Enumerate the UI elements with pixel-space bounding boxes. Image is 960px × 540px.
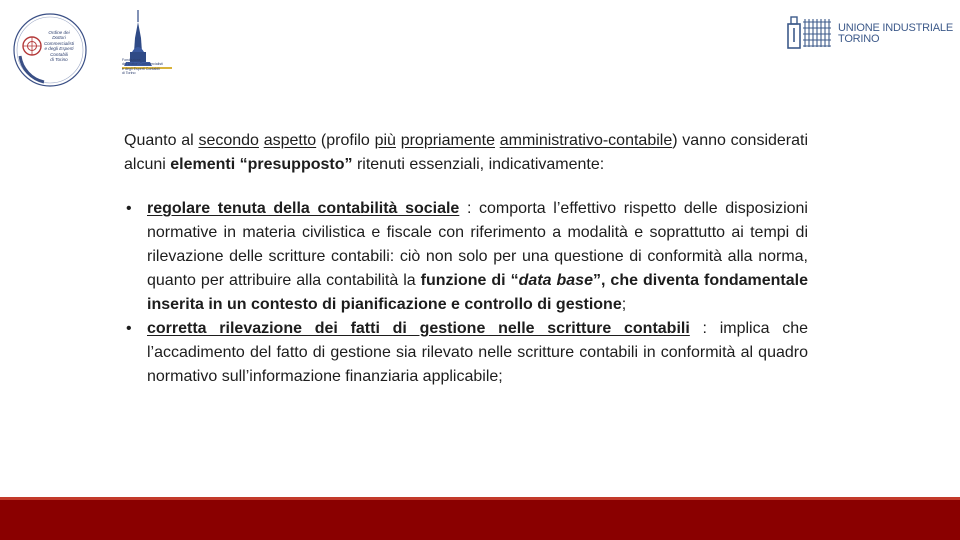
intro-underlined: secondo bbox=[198, 132, 259, 149]
foundation-line-1: Fondazione bbox=[122, 58, 141, 62]
list-item-bold-italic: data base bbox=[518, 272, 593, 289]
list-item-title: regolare tenuta della contabilità sociale bbox=[147, 200, 460, 217]
list-item-bold: funzione di “ bbox=[420, 272, 519, 289]
intro-text: ritenuti essenziali, indicativamente: bbox=[352, 156, 605, 173]
bullet-icon: • bbox=[126, 320, 132, 337]
intro-underlined: propriamente bbox=[400, 132, 495, 149]
unione-industriale-wordmark bbox=[838, 23, 953, 45]
footer-bar bbox=[0, 500, 960, 540]
odcec-line-3: e degli Esperti Contabili bbox=[44, 46, 74, 57]
unione-industriale-city: TORINO bbox=[838, 33, 880, 45]
list-item-text: ; bbox=[621, 296, 627, 313]
bullet-list bbox=[124, 197, 808, 389]
list-item-bold: ”, che diventa fondamentale inserita in un contesto di pianificazione e controllo di gestione bbox=[147, 272, 809, 313]
intro-bold: elementi “presupposto” bbox=[170, 156, 353, 173]
list-item-text: : implica che l’accadimento del fatto di gestione sia rilevato nelle scritture contabili in conformità al quadro normativo sull’informazione finanziaria applicabile; bbox=[147, 320, 808, 385]
odcec-line-2: Dottori Commercialisti bbox=[43, 35, 75, 46]
unione-industriale-emblem-icon bbox=[786, 14, 834, 50]
list-item-text: : comporta l’effettivo rispetto delle disposizioni normative in materia civilistica e fiscale con riferimento a modalità e soprattutto ai tempi di rilevazione delle scritture contabili: ciò non solo per una questione di conformità alla norma, quanto per attribuire alla contabilità la bbox=[147, 200, 808, 289]
foundation-line-2: dei Dottori Commercialisti bbox=[122, 62, 163, 67]
foundation-logo-text bbox=[122, 58, 177, 76]
intro-text: Quanto al bbox=[124, 132, 199, 149]
unione-industriale-name: UNIONE INDUSTRIALE bbox=[838, 22, 953, 34]
intro-underlined: amministrativo-contabile bbox=[499, 132, 673, 149]
foundation-line-4: di Torino bbox=[122, 71, 136, 76]
foundation-logo bbox=[118, 8, 180, 100]
bullet-icon: • bbox=[126, 200, 132, 217]
foundation-line-3: e degli Esperti Contabili bbox=[122, 66, 160, 71]
slide-content bbox=[124, 129, 808, 389]
intro-text: (profilo bbox=[316, 132, 375, 149]
intro-underlined: più bbox=[374, 132, 396, 149]
odcec-line-4: di Torino bbox=[50, 57, 68, 63]
intro-text: ) vanno considerati alcuni bbox=[124, 132, 809, 173]
odcec-line-1: Ordine dei bbox=[48, 30, 70, 35]
list-item bbox=[124, 317, 808, 389]
odcec-logo-text bbox=[38, 30, 80, 62]
mole-antonelliana-icon bbox=[118, 8, 180, 100]
intro-paragraph bbox=[124, 129, 808, 177]
list-item-title: corretta rilevazione dei fatti di gestione nelle scritture contabili bbox=[147, 320, 690, 337]
unione-industriale-logo bbox=[786, 14, 953, 52]
intro-underlined: aspetto bbox=[263, 132, 317, 149]
list-item bbox=[124, 197, 808, 317]
